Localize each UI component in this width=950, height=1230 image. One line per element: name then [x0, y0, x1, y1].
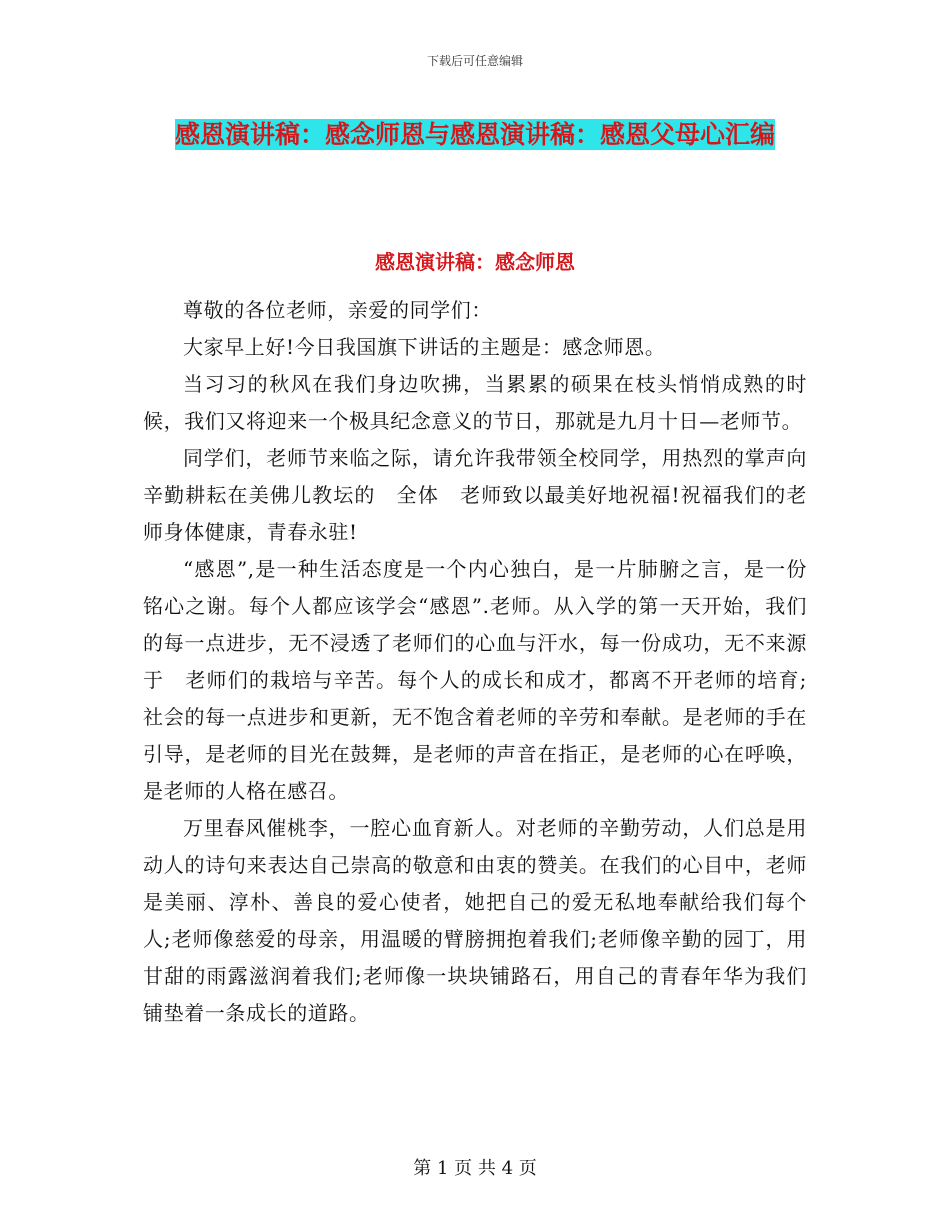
title-highlight: 感恩演讲稿：感念师恩与感恩演讲稿：感恩父母心汇编 — [174, 120, 775, 149]
section-title: 感恩演讲稿：感念师恩 — [375, 250, 575, 274]
paragraph: “感恩”,是一种生活态度是一个内心独白，是一片肺腑之言，是一份铭心之谢。每个人都应该学会“感恩”.老师。从入学的第一天开始，我们的每一点进步，无不浸透了老师们的心血与汗水，每一份成功，无不来源 于 老师们的栽培与辛苦。每个人的成长和成才，都离不开老师的培育;社会的每一点进步和更新，无不饱含着老师的辛劳和奉献。是老师的手在引导，是老师的目光在鼓舞，是老师的声音在指正，是老师的心在呼唤，是老师的人格在感召。 — [143, 557, 828, 803]
paragraph: 万里春风催桃李，一腔心血育新人。对老师的辛勤劳动，人们总是用动人的诗句来表达自己崇高的敬意和由衷的赞美。在我们的心目中，老师是美丽、淳朴、善良的爱心使者，她把自己的爱无私地奉献给我们每个人;老师像慈爱的母亲，用温暖的臂膀拥抱着我们;老师像辛勤的园丁，用甘甜的雨露滋润着我们;老师像一块块铺路石，用自己的青春年华为我们铺垫着一条成长的道路。 — [143, 816, 807, 1025]
paragraph: 同学们，老师节来临之际，请允许我带领全校同学，用热烈的掌声向辛勤耕耘在美佛儿教坛的 全体 老师致以最美好地祝福!祝福我们的老师身体健康，青春永驻! — [143, 446, 807, 544]
header-note: 下载后可任意编辑 — [426, 54, 523, 68]
paragraph: 当习习的秋风在我们身边吹拂，当累累的硕果在枝头悄悄成熟的时候，我们又将迎来一个极具纪念意义的节日，那就是九月十日—老师节。 — [143, 372, 807, 433]
paragraph-greeting: 大家早上好!今日我国旗下讲话的主题是：感念师恩。 — [183, 335, 666, 359]
paragraph-salutation: 尊敬的各位老师，亲爱的同学们： — [183, 298, 492, 322]
page-footer: 第 1 页 共 4 页 — [413, 1158, 537, 1179]
body-text — [143, 292, 828, 1032]
document-title — [140, 110, 810, 159]
